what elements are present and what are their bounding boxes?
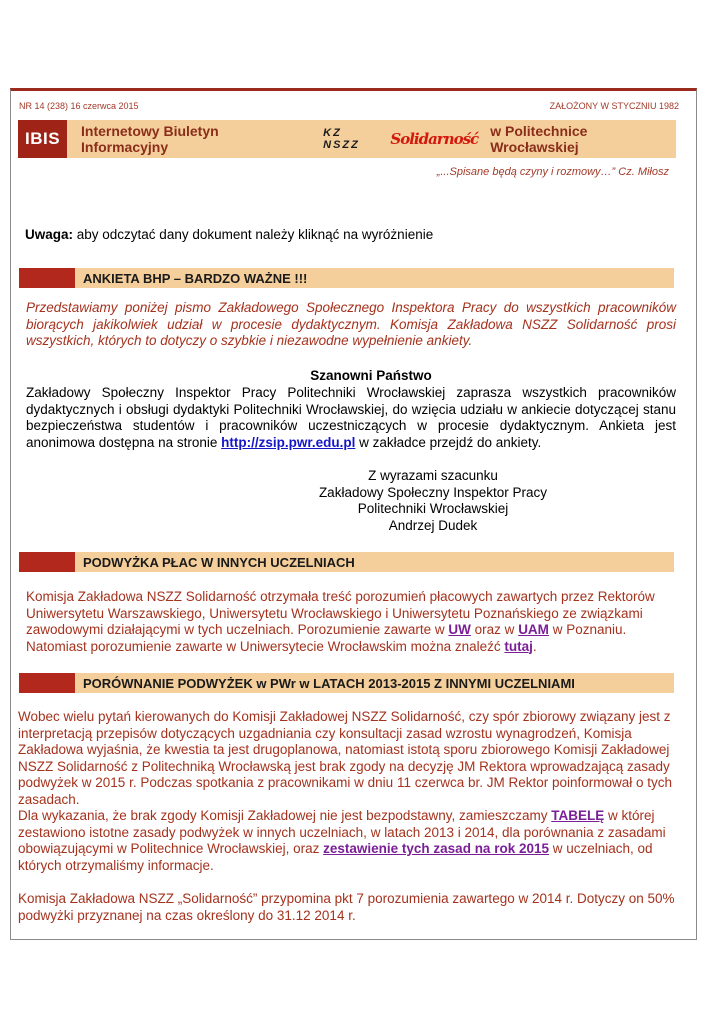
comparison-paragraph-2	[18, 808, 688, 874]
note-label: Uwaga:	[25, 227, 74, 242]
section-marker	[19, 673, 75, 693]
kz-nszz-label: KZ NSZZ	[323, 127, 360, 151]
survey-intro: Przedstawiamy poniżej pismo Zakładowego Społecznego Inspektora Pracy do wszystkich pracowników biorących jakikolwiek udział w procesie dydaktycznym. Komisja Zakładowa NSZZ Solidarność prosi wszystkich, których to dotyczy o szybkie i niezawodne wypełnienie ankiety.	[26, 300, 676, 348]
section-header-comparison	[19, 673, 674, 693]
tabele-link[interactable]: TABELĘ	[551, 808, 605, 823]
rules-2015-link[interactable]: zestawienie tych zasad na rok 2015	[323, 841, 549, 856]
salutation: Szanowni Państwo	[310, 368, 432, 383]
note-text: aby odczytać dany dokument należy kliknąć na wyróżnienie	[73, 227, 434, 242]
raises-text-2: oraz w	[470, 622, 519, 637]
survey-body-tail: w zakładce przejdź do ankiety.	[355, 434, 542, 450]
raises-text-3: w Poznaniu. Natomiast porozumienie zawarte w Uniwersytecie Wrocławskim można znaleźć	[26, 622, 627, 654]
signature-line: Z wyrazami szacunku	[368, 468, 498, 483]
masthead-title-tail: w Politechnice Wrocławskiej	[490, 123, 588, 155]
tutaj-link[interactable]: tutaj	[504, 638, 533, 654]
comparison-paragraph-1: Wobec wielu pytań kierowanych do Komisji Zakładowej NSZZ Solidarność, czy spór zbiorowy związany jest z interpretacją przepisów dotyczących uzgadniania czy konsultacji zasad wzrostu wynagrodzeń, Komisja Zakładowa wyjaśnia, że kwestia ta jest drugoplanowa, natomiast istotą sporu zbiorowego Komisji Zakładowej NSZZ Solidarność z Politechniką Wrocławską jest brak zgody na decyzję JM Rektora wprowadzającą zasady podwyżek w 2015 r. Podczas spotkania z pracownikami w dniu 11 czerwca br. JM Rektor poinformował o tych zasadach.	[18, 709, 673, 807]
section-title: PORÓWNANIE PODWYŻEK w PWr w LATACH 2013-2015 Z INNYMI UCZELNIAMI	[83, 675, 575, 691]
zsip-link[interactable]: http://zsip.pwr.edu.pl	[221, 434, 356, 450]
comparison-text-c: w której zestawiono istotne zasady podwyżek w innych uczelniach, w latach 2013 i 2014, dla porównania z zasadami obowiązującymi w Politechnice Wrocławskiej, oraz	[18, 808, 666, 856]
comparison-text-b: Dla wykazania, że brak zgody Komisji Zakładowej nie jest bezpodstawny, zamieszczamy	[18, 808, 552, 823]
section-marker	[19, 552, 75, 572]
survey-body-text: Zakładowy Społeczny Inspektor Pracy Politechniki Wrocławskiej zaprasza wszystkich pracowników dydaktycznych i obsługi dydaktyki Politechniki Wrocławskiej, do wzięcia udziału w ankiecie dotyczącej stanu bezpieczeństwa studentów i pracowników uczestniczących w procesie dydaktycznym. Ankieta jest anonimowa dostępna na stronie	[26, 385, 676, 450]
founded-note: ZAŁOŻONY W STYCZNIU 1982	[549, 101, 679, 111]
comparison-text-d: w uczelniach, od których otrzymaliśmy informacje.	[18, 841, 653, 873]
uw-link[interactable]: UW	[448, 622, 471, 637]
section-title: PODWYŻKA PŁAC W INNYCH UCZELNIACH	[83, 554, 355, 570]
issue-number: NR 14 (238) 16 czerwca 2015	[19, 101, 139, 111]
raises-text	[26, 589, 676, 655]
section-header-survey	[19, 268, 674, 288]
masthead-banner	[18, 120, 676, 158]
solidarnosc-logo: Solidarność	[390, 130, 479, 148]
uam-link[interactable]: UAM	[518, 622, 549, 637]
signature-line: Politechniki Wrocławskiej	[357, 501, 509, 516]
ibis-logo: IBIS	[18, 120, 67, 158]
click-note	[25, 227, 433, 242]
section-title: ANKIETA BHP – BARDZO WAŻNE !!!	[83, 270, 308, 286]
section-header-raises	[19, 552, 674, 572]
masthead-title: Internetowy Biuletyn Informacyjny	[81, 123, 219, 155]
raises-text-1: Komisja Zakładowa NSZZ Solidarność otrzymała treść porozumień płacowych zawartych przez Rektorów Uniwersytetu Warszawskiego, Uniwersytetu Wrocławskiego i Uniwersytetu Poznańskiego ze związkami zawodowymi działającymi w tych uczelniach. Porozumienie zawarte w	[26, 589, 655, 637]
raises-text-4: .	[532, 638, 537, 654]
section-marker	[19, 268, 75, 288]
survey-body	[26, 385, 676, 451]
signature-line: Zakładowy Społeczny Inspektor Pracy	[318, 484, 548, 500]
signature-block	[318, 468, 548, 534]
paragraph-spacer	[18, 874, 688, 891]
reminder-paragraph: Komisja Zakładowa NSZZ „Solidarność” przypomina pkt 7 porozumienia zawartego w 2014 r. Dotyczy on 50% podwyżki przyznanej na czas określony do 31.12 2014 r.	[18, 891, 675, 923]
signature-line: Andrzej Dudek	[388, 517, 478, 533]
motto-quote: „...Spisane będą czyny i rozmowy…” Cz. Miłosz	[436, 166, 669, 178]
comparison-text	[18, 709, 688, 924]
